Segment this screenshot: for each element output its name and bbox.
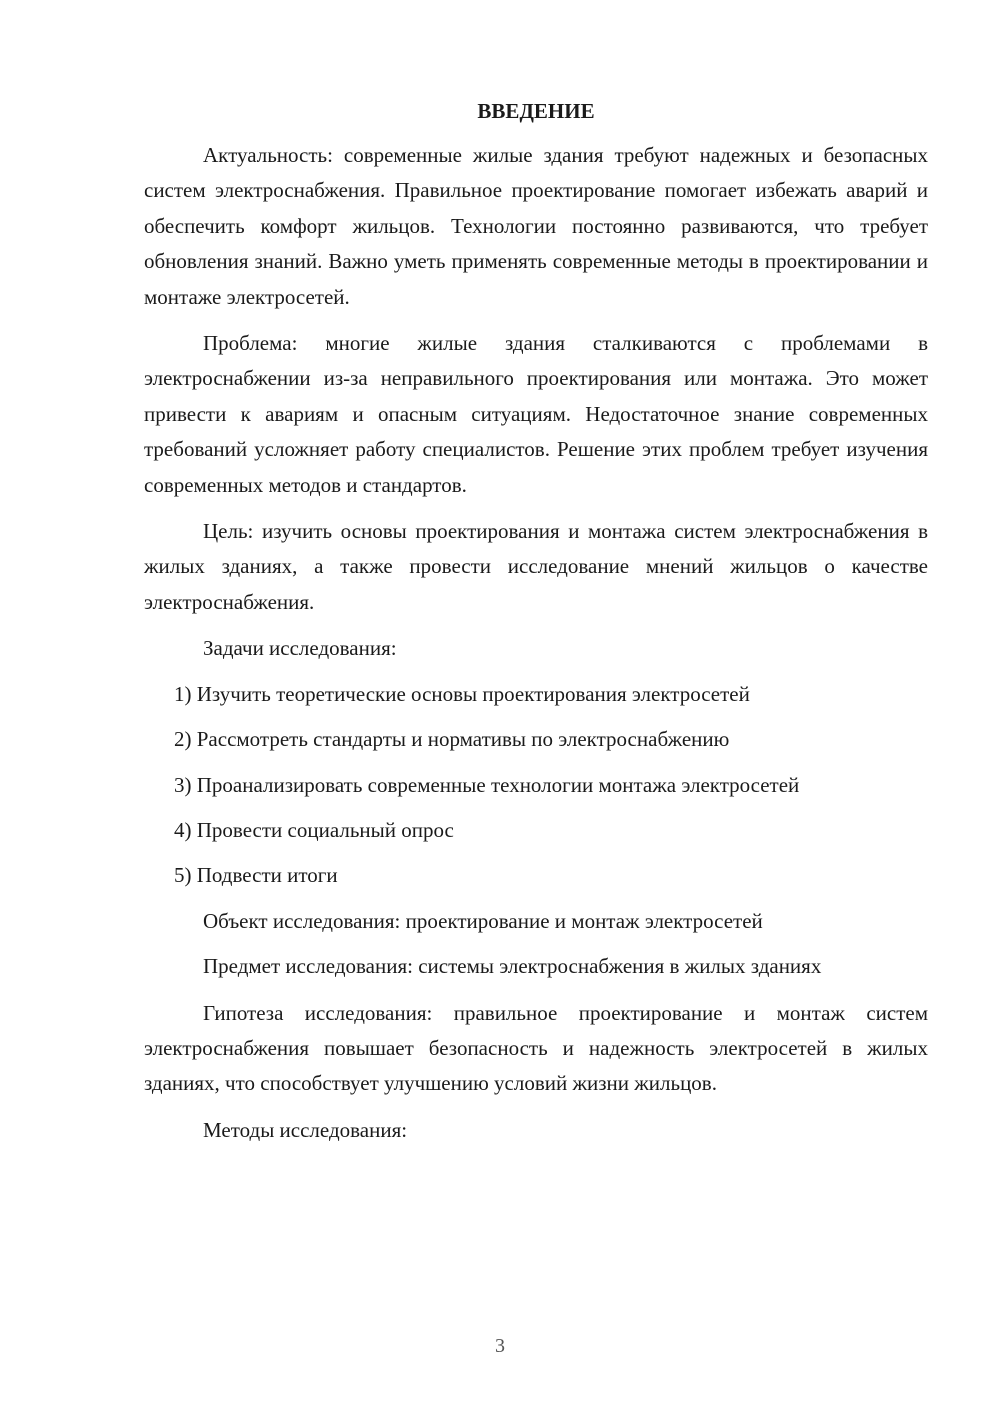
paragraph-problem: Проблема: многие жилые здания сталкиваются с проблемами в электроснабжении из-за неправильного проектирования или монтажа. Это может привести к авариям и опасным ситуациям. Недостаточное знание современных требований усложняет работу специалистов. Решение этих проблем требует изучения современных методов и стандартов. bbox=[144, 331, 928, 497]
paragraph-object: Объект исследования: проектирование и монтаж электросетей bbox=[203, 908, 763, 933]
list-item: 5) Подвести итоги bbox=[174, 863, 338, 888]
paragraph-subject: Предмет исследования: системы электроснабжения в жилых зданиях bbox=[203, 954, 822, 979]
document-page bbox=[144, 96, 928, 1158]
list-item: 2) Рассмотреть стандарты и нормативы по электроснабжению bbox=[174, 727, 730, 752]
paragraph-hypothesis: Гипотеза исследования: правильное проектирование и монтаж систем электроснабжения повышает безопасность и надежность электросетей в жилых зданиях, что способствует улучшению условий жизни жильцов. bbox=[144, 1000, 928, 1096]
paragraph-goal: Цель: изучить основы проектирования и монтажа систем электроснабжения в жилых зданиях, а также провести исследование мнений жильцов о качестве электроснабжения. bbox=[144, 519, 928, 614]
page-number: 3 bbox=[495, 1335, 505, 1357]
tasks-list bbox=[144, 677, 928, 894]
list-item: 4) Провести социальный опрос bbox=[174, 817, 454, 842]
paragraph-relevance: Актуальность: современные жилые здания требуют надежных и безопасных систем электроснабжения. Правильное проектирование помогает избежать аварий и обеспечить комфорт жильцов. Технологии постоянно развиваются, что требует обновления знаний. Важно уметь применять современные методы в проектировании и монтаже электросетей. bbox=[144, 143, 928, 309]
list-item: 1) Изучить теоретические основы проектирования электросетей bbox=[174, 681, 750, 706]
methods-title: Методы исследования: bbox=[203, 1117, 408, 1142]
list-item: 3) Проанализировать современные технологии монтажа электросетей bbox=[174, 772, 800, 797]
section-heading: ВВЕДЕНИЕ bbox=[477, 99, 595, 123]
tasks-title: Задачи исследования: bbox=[203, 636, 397, 661]
